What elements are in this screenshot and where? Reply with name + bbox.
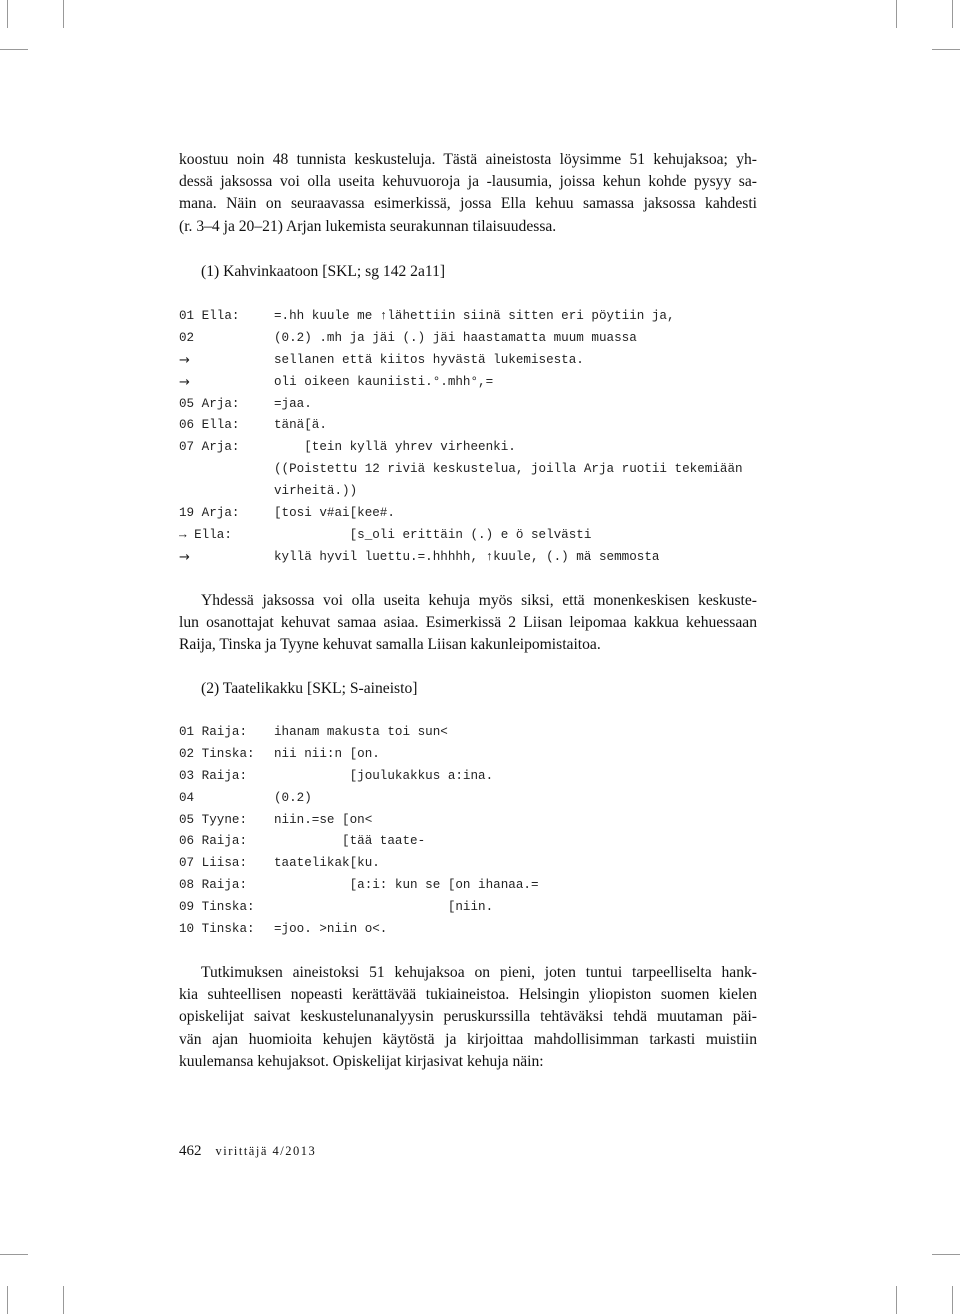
- paragraph-line: koostuu noin 48 tunnista keskusteluja. Tästä aineistosta löysimme 51 kehujaksoa; yh-: [179, 151, 757, 168]
- line-text: [tää taate-: [274, 834, 426, 849]
- body-paragraph-1: [179, 149, 757, 238]
- body-paragraph-2: [179, 590, 757, 657]
- line-label: 02 Tinska:: [179, 746, 255, 761]
- paragraph-line: kia suhteellisen nopeasti kerättävää tukiaineistoa. Helsingin yliopiston suomen kielen: [179, 986, 757, 1004]
- line-text: [niin.: [274, 900, 494, 915]
- transcript-line: [179, 481, 779, 503]
- paragraph-line: Yhdessä jaksossa voi olla useita kehuja myös siksi, että monenkeskisen keskuste-: [201, 592, 757, 609]
- transcript-line: [179, 875, 779, 897]
- paragraph-line: (r. 3–4 ja 20–21) Arjan lukemista seurakunnan tilaisuudessa.: [179, 217, 557, 235]
- transcript-line: [179, 394, 779, 416]
- example-2-caption: (2) Taatelikakku [SKL; S-aineisto]: [201, 680, 418, 697]
- page-number: 462: [179, 1143, 202, 1159]
- arrow-icon: →: [179, 549, 190, 565]
- crop-mark: [7, 1286, 8, 1314]
- line-text: (0.2) .mh ja jäi (.) jäi haastamatta muum muassa: [274, 330, 637, 345]
- paragraph-line: Raija, Tinska ja Tyyne kehuvat samalla Liisan kakunleipomistaitoa.: [179, 636, 601, 654]
- transcript-line: [179, 831, 779, 853]
- line-label: 07 Arja:: [179, 440, 240, 455]
- line-label: 03 Raija:: [179, 768, 248, 783]
- transcript-line: [179, 897, 779, 919]
- transcript-line: [179, 437, 779, 459]
- line-text: niin.=se [on<: [274, 812, 373, 827]
- line-text: ((Poistettu 12 riviä keskustelua, joilla Arja ruotii tekemiään: [274, 462, 743, 477]
- line-label: 10 Tinska:: [179, 922, 255, 937]
- line-text: =jaa.: [274, 396, 312, 411]
- paragraph-line: lun osanottajat kehuvat samaa asiaa. Esimerkissä 2 Liisan leipomaa kakkua kehuessaan: [179, 614, 757, 632]
- line-text: oli oikeen kauniisti.°.mhh°,=: [274, 374, 494, 389]
- crop-mark: [952, 0, 953, 28]
- line-text: [s_oli erittäin (.) e ö selvästi: [274, 527, 592, 542]
- transcript-line: [179, 372, 779, 394]
- example-1-transcript: [179, 306, 779, 569]
- line-text: =joo. >niin o<.: [274, 922, 388, 937]
- transcript-line: [179, 503, 779, 525]
- line-text: virheitä.)): [274, 484, 358, 499]
- line-text: [tein kyllä yhrev virheenki.: [274, 440, 516, 455]
- line-label: 05 Tyyne:: [179, 812, 248, 827]
- line-text: [joulukakkus a:ina.: [274, 768, 494, 783]
- crop-mark: [0, 1254, 28, 1255]
- paragraph-line: Tutkimuksen aineistoksi 51 kehujaksoa on pieni, joten tuntui tarpeelliselta hank-: [201, 964, 757, 981]
- line-text: ihanam makusta toi sun<: [274, 725, 448, 739]
- example-1-caption: (1) Kahvinkaatoon [SKL; sg 142 2a11]: [201, 263, 446, 280]
- crop-mark: [63, 0, 64, 28]
- line-text: nii nii:n [on.: [274, 746, 380, 761]
- arrow-icon: →: [179, 374, 190, 390]
- line-text: taatelikak[ku.: [274, 856, 380, 871]
- line-text: kyllä hyvil luettu.=.hhhhh, ↑kuule, (.) mä semmosta: [274, 549, 660, 564]
- paragraph-line: vän ajan huomioita kehujen käytöstä ja kirjoittaa mahdollisimman tarkasti muistiin: [179, 1030, 757, 1048]
- transcript-line: [179, 919, 779, 941]
- crop-mark: [7, 0, 8, 28]
- paragraph-line: kuulemansa kehujaksot. Opiskelijat kirjasivat kehuja näin:: [179, 1052, 544, 1070]
- line-label: 08 Raija:: [179, 878, 248, 893]
- transcript-line: [179, 459, 779, 481]
- line-label: 06 Raija:: [179, 834, 248, 849]
- crop-mark: [896, 1286, 897, 1314]
- transcript-line: [179, 415, 779, 437]
- line-text: =.hh kuule me ↑lähettiin siinä sitten eri pöytiin ja,: [274, 309, 675, 323]
- line-label: 19 Arja:: [179, 506, 240, 521]
- crop-mark: [932, 1254, 960, 1255]
- body-paragraph-3: [179, 962, 757, 1073]
- transcript-line: [179, 744, 779, 766]
- line-label: 06 Ella:: [179, 418, 240, 433]
- crop-mark: [952, 1286, 953, 1314]
- transcript-line: [179, 525, 779, 547]
- transcript-line: [179, 350, 779, 372]
- line-text: (0.2): [274, 790, 312, 805]
- paragraph-line: opiskelijat saivat keskustelunanalyysin peruskurssilla tehtäväksi tehdä muutaman päi-: [179, 1008, 757, 1026]
- transcript-line: [179, 766, 779, 788]
- paragraph-line: dessä jaksossa voi olla useita kehuvuoroja ja -lausumia, joissa kehun kohde pysyy sa-: [179, 173, 757, 191]
- paragraph-line: mana. Näin on seuraavassa esimerkissä, jossa Ella kehuu samassa jaksossa kahdesti: [179, 195, 757, 213]
- transcript-line: [179, 853, 779, 875]
- page-footer: [179, 1141, 316, 1161]
- line-text: sellanen että kiitos hyvästä lukemisesta.: [274, 352, 584, 367]
- line-label: → Ella:: [179, 527, 232, 542]
- crop-mark: [896, 0, 897, 28]
- transcript-line: [179, 788, 779, 810]
- line-label: 02: [179, 330, 195, 345]
- transcript-line: [179, 547, 779, 569]
- transcript-line: [179, 328, 779, 350]
- line-label: 04: [179, 790, 195, 805]
- line-text: [tosi v#ai[kee#.: [274, 506, 395, 521]
- transcript-line: [179, 722, 779, 744]
- transcript-line: [179, 810, 779, 832]
- line-label: 01 Raija:: [179, 725, 248, 739]
- example-2-transcript: [179, 722, 779, 941]
- line-text: [a:i: kun se [on ihanaa.=: [274, 878, 539, 893]
- line-text: tänä[ä.: [274, 418, 327, 433]
- crop-mark: [0, 49, 28, 50]
- arrow-icon: →: [179, 352, 190, 368]
- line-label: 09 Tinska:: [179, 900, 255, 915]
- line-label: 07 Liisa:: [179, 856, 248, 871]
- line-label: 01 Ella:: [179, 309, 240, 323]
- journal-name: virittäjä 4/2013: [215, 1144, 317, 1158]
- crop-mark: [932, 49, 960, 50]
- crop-mark: [63, 1286, 64, 1314]
- transcript-line: [179, 306, 779, 328]
- line-label: 05 Arja:: [179, 396, 240, 411]
